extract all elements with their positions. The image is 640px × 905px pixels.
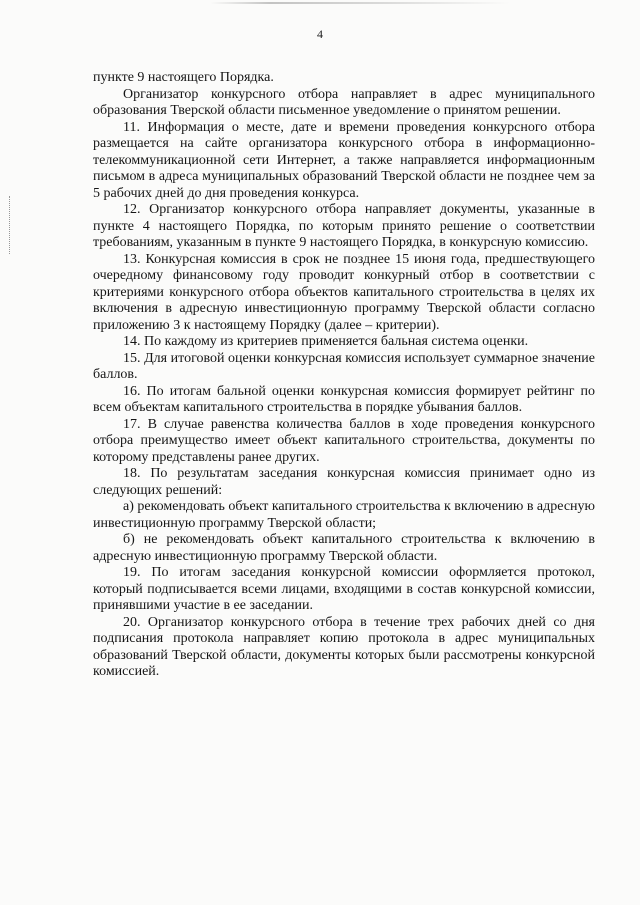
paragraph-17: 17. В случае равенства количества баллов в ходе проведения конкурсного отбора преимущество имеет объект капитального строительства, документы по которому представлены ранее других. xyxy=(93,416,595,465)
scan-artifact-top xyxy=(210,2,510,4)
paragraph-11: 11. Информация о месте, дате и времени проведения конкурсного отбора размещается на сайте организатора конкурсного отбора в информационно-телекоммуникационной сети Интернет, а также направляется информационным письмом в адреса муниципальных образований Тверской области не позднее чем за 5 рабочих дней до дня проведения конкурса. xyxy=(93,119,595,201)
paragraph-continuation: пункте 9 настоящего Порядка. xyxy=(93,70,274,85)
scan-artifact-left xyxy=(9,196,11,254)
page-number: 4 xyxy=(317,27,323,41)
paragraph-12: 12. Организатор конкурсного отбора направляет документы, указанные в пункте 4 настоящего Порядка, по которым принято решение о соответствии требованиям, указанным в пункте 9 настоящего Порядка, в конкурсную комиссию. xyxy=(93,202,595,250)
paragraph-14: 14. По каждому из критериев применяется бальная система оценки. xyxy=(123,334,529,349)
paragraph-18-b: б) не рекомендовать объект капитального строительства к включению в адресную инвестиционную программу Тверской области. xyxy=(93,532,595,564)
paragraph-18-a: а) рекомендовать объект капитального строительства к включению в адресную инвестиционную программу Тверской области; xyxy=(93,499,596,531)
paragraph-16: 16. По итогам бальной оценки конкурсная комиссия формирует рейтинг по всем объектам капитального строительства в порядке убывания баллов. xyxy=(93,383,595,415)
paragraph-15: 15. Для итоговой оценки конкурсная комиссия использует суммарное значение баллов. xyxy=(93,350,595,382)
paragraph-notification: Организатор конкурсного отбора направляет в адрес муниципального образования Тверской области письменное уведомление о принятом решении. xyxy=(93,86,595,118)
paragraph-20: 20. Организатор конкурсного отбора в течение трех рабочих дней со дня подписания протокола направляет копию протокола в адрес муниципальных образований Тверской области, документы которых были рассмотрены конкурсной комиссией. xyxy=(93,614,595,679)
paragraph-13: 13. Конкурсная комиссия в срок не позднее 15 июня года, предшествующего очередному финансовому году проводит конкурный отбор в соответствии с критериями конкурсного отбора объектов капитального строительства в целях их включения в адресную инвестиционную программу Тверской области согласно приложению 3 к настоящему Порядку (далее – критерии). xyxy=(93,251,595,333)
paragraph-19: 19. По итогам заседания конкурсной комиссии оформляется протокол, который подписывается всеми лицами, входящими в состав конкурсной комиссии, принявшими участие в ее заседании. xyxy=(93,565,595,613)
paragraph-18: 18. По результатам заседания конкурсная комиссия принимает одно из следующих решений: xyxy=(93,466,595,498)
document-body xyxy=(93,70,595,681)
